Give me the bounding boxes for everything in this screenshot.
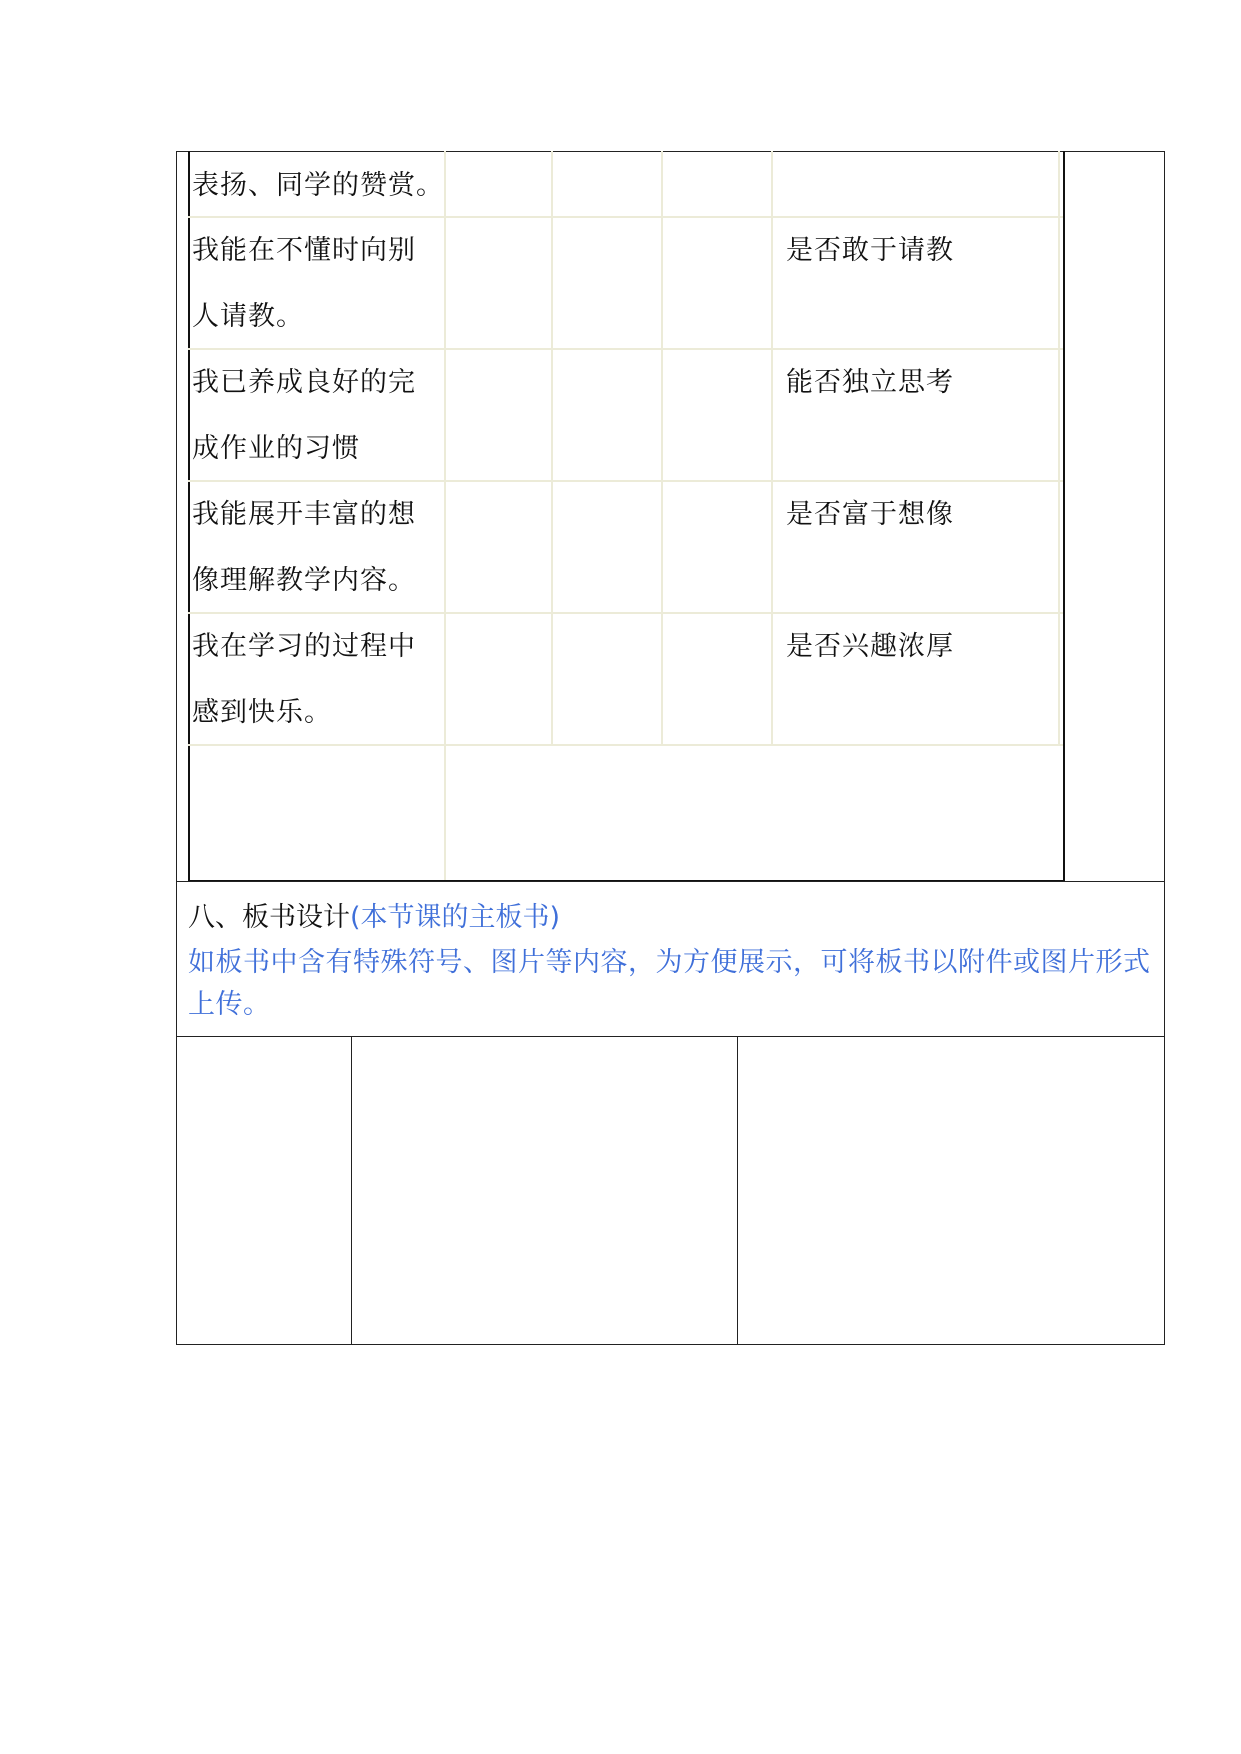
column-divider <box>1058 151 1060 745</box>
section-title-note: (本节课的主板书) <box>350 902 561 933</box>
evaluation-statement <box>192 218 444 350</box>
board-design-cell[interactable] <box>352 1037 737 1343</box>
column-divider <box>444 151 446 880</box>
board-design-cell[interactable] <box>177 1037 351 1343</box>
evaluation-criteria: 是否富于想像 <box>786 499 954 530</box>
statement-line: 我能展开丰富的想 <box>192 499 416 530</box>
evaluation-statement <box>192 153 444 219</box>
section-instruction: 如板书中含有特殊符号、图片等内容，为方便展示，可将板书以附件或图片形式上传。 <box>188 947 1151 1020</box>
statement-line: 成作业的习惯 <box>192 433 360 464</box>
evaluation-statement <box>192 350 444 482</box>
statement-line: 我已养成良好的完 <box>192 367 416 398</box>
column-divider <box>771 151 773 745</box>
column-divider <box>661 151 663 745</box>
evaluation-statement <box>192 482 444 614</box>
evaluation-criteria: 是否敢于请教 <box>786 235 954 266</box>
statement-line: 像理解教学内容。 <box>192 565 416 596</box>
evaluation-criteria: 能否独立思考 <box>786 367 954 398</box>
statement-line: 人请教。 <box>192 301 304 332</box>
evaluation-criteria: 是否兴趣浓厚 <box>786 631 954 662</box>
statement-line: 表扬、同学的赞赏。 <box>192 170 444 201</box>
column-divider <box>551 151 553 745</box>
section-heading <box>188 897 560 939</box>
statement-line: 感到快乐。 <box>192 697 332 728</box>
section-title: 八、板书设计 <box>188 902 350 933</box>
evaluation-statement <box>192 614 444 746</box>
section-divider <box>176 881 1164 882</box>
statement-line: 我在学习的过程中 <box>192 631 416 662</box>
statement-line: 我能在不懂时向别 <box>192 235 416 266</box>
board-design-cell[interactable] <box>738 1037 1163 1343</box>
